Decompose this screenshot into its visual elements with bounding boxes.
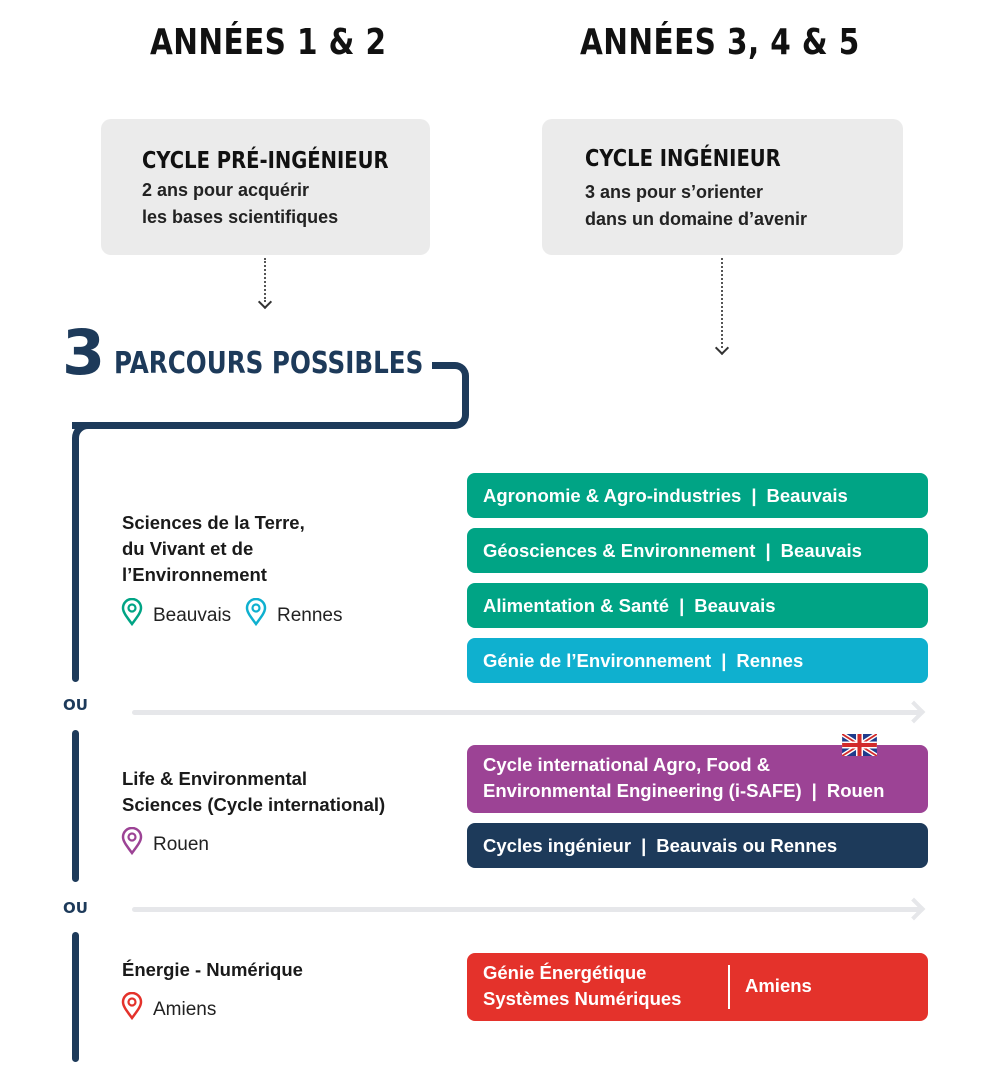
program-name-line1: Cycle international Agro, Food & [483,754,771,775]
program-city: Rouen [826,780,885,801]
program-name-line2: Environmental Engineering (i-SAFE) [483,780,802,801]
arrow-line-1 [132,710,922,715]
location-rennes: Rennes [277,605,343,626]
arrow-right-icon [903,898,926,921]
uk-flag-icon [842,734,877,756]
program-separator-bar [728,965,730,1009]
program-geosciences[interactable] [467,528,928,573]
timeline-segment-2 [72,730,79,882]
cycle-ingenieur-line1: 3 ans pour s’orienter [585,182,764,202]
ou-label: OU [63,899,88,917]
cycle-pre-ingenieur-line2: les bases scientifiques [142,207,339,227]
parcours-label: PARCOURS POSSIBLES [114,346,424,381]
program-name: Géosciences & Environnement [483,539,756,561]
location-beauvais: Beauvais [153,605,232,626]
program-city: Rennes [736,649,804,671]
program-name: Alimentation & Santé [483,594,670,616]
program-genie-environnement[interactable] [467,638,928,683]
cycle-ingenieur-line2: dans un domaine d’avenir [585,209,808,229]
group-title-energie-numerique: Énergie - Numérique [122,959,303,980]
program-cycles-ingenieur[interactable] [467,823,928,868]
parcours-count: 3 [62,316,106,389]
location-pin-icon [245,598,267,626]
location-amiens: Amiens [153,999,217,1020]
program-separator: | [641,834,647,856]
location-pin-icon [121,827,143,855]
program-separator: | [679,594,685,616]
program-separator: | [751,484,757,506]
dotted-connector-right [721,258,723,348]
program-name: Agronomie & Agro-industries [483,484,742,506]
heading-years-3-4-5: ANNÉES 3, 4 & 5 [580,22,860,63]
program-alimentation[interactable] [467,583,928,628]
program-separator: | [811,780,817,801]
program-separator: | [721,649,727,671]
program-name: Cycles ingénieur [483,834,632,856]
program-name: Génie de l’Environnement [483,649,712,671]
cycle-pre-ingenieur-line1: 2 ans pour acquérir [142,180,310,200]
program-name-line2: Systèmes Numériques [483,988,682,1009]
cycle-pre-ingenieur-box [101,119,430,255]
arrow-right-icon [903,701,926,724]
program-city: Beauvais ou Rennes [656,834,838,856]
cycle-pre-ingenieur-title: CYCLE PRÉ-INGÉNIEUR [142,148,389,174]
arrow-line-2 [132,907,922,912]
bracket-mid [72,386,469,429]
program-genie-energetique[interactable] [467,953,928,1021]
chevron-down-icon [715,341,729,355]
program-city: Beauvais [694,594,776,616]
cycle-ingenieur-box [542,119,903,255]
group-title-life-environmental: Life & Environmental Sciences (Cycle international) [122,768,386,815]
program-city: Beauvais [780,539,862,561]
group-title-sciences-terre: Sciences de la Terre, du Vivant et de l’Environnement [122,512,305,585]
ou-label: OU [63,696,88,714]
timeline-segment-3 [72,932,79,1062]
location-pin-icon [121,598,143,626]
cycle-ingenieur-title: CYCLE INGÉNIEUR [585,146,781,172]
program-city: Amiens [745,975,812,996]
heading-years-1-2: ANNÉES 1 & 2 [150,22,387,63]
location-pin-icon [121,992,143,1020]
chevron-down-icon [258,295,272,309]
program-separator: | [765,539,771,561]
program-city: Beauvais [766,484,848,506]
location-rouen: Rouen [153,834,209,855]
program-name-line1: Génie Énergétique [483,962,647,983]
timeline-segment-1 [72,455,79,682]
program-agronomie[interactable] [467,473,928,518]
